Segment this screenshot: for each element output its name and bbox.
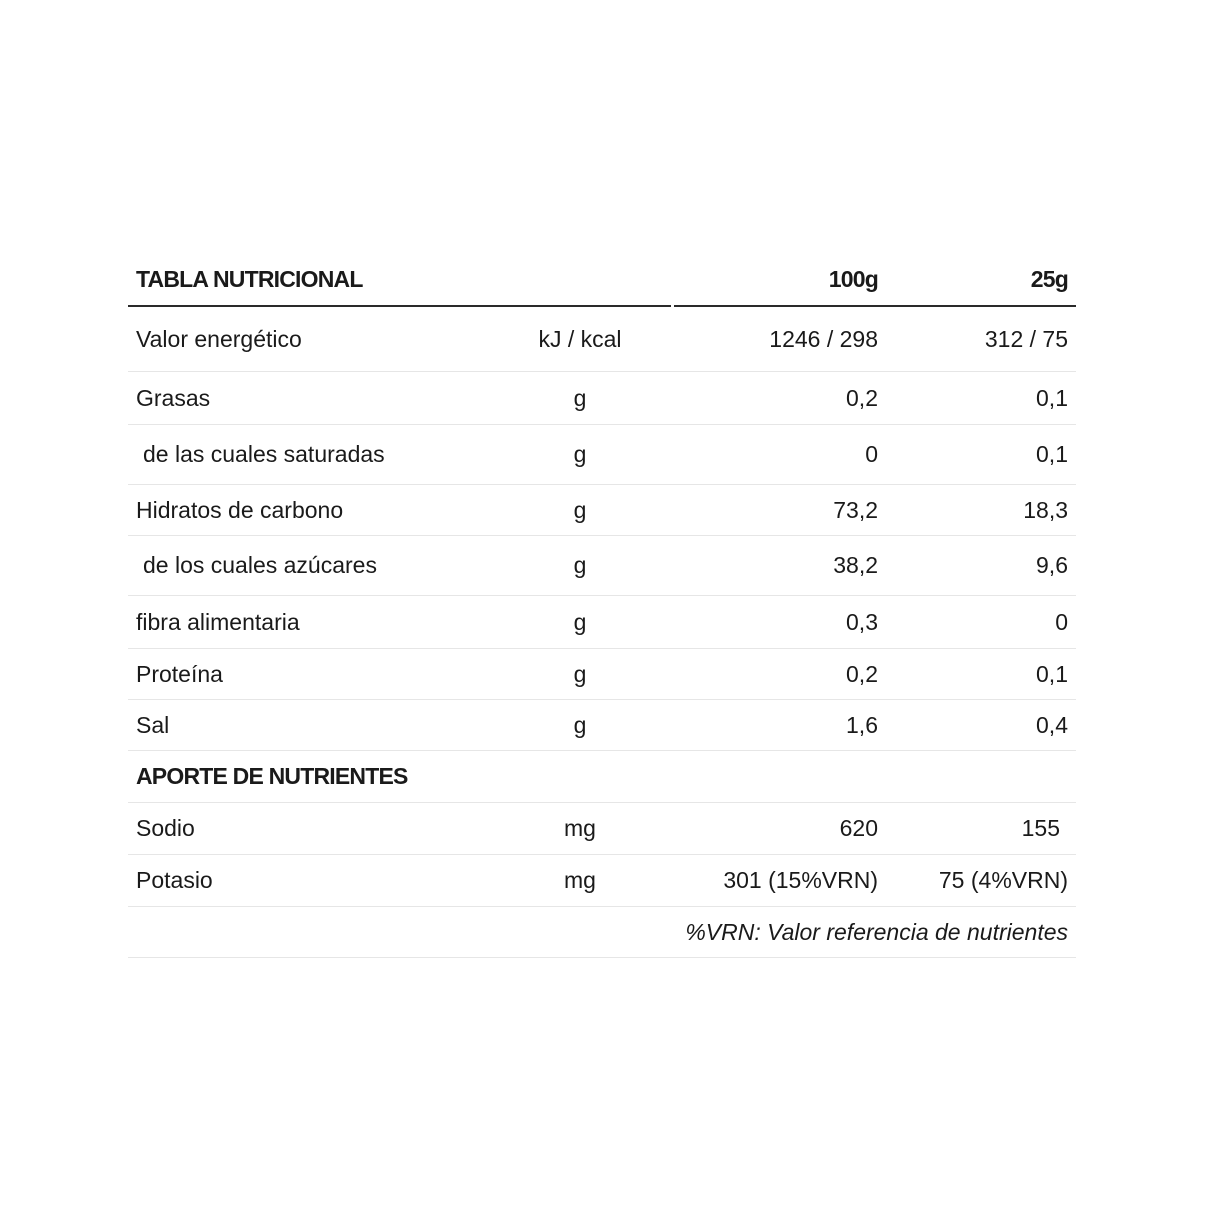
row-value-25g: 0,4 bbox=[1036, 711, 1068, 738]
table-title: TABLA NUTRICIONAL bbox=[136, 266, 363, 292]
row-value-100g: 620 bbox=[839, 815, 878, 841]
row-unit: g bbox=[573, 384, 587, 411]
row-unit: mg bbox=[564, 867, 596, 893]
row-unit: g bbox=[573, 441, 587, 467]
row-value-100g: 1246 / 298 bbox=[769, 325, 878, 352]
row-name: de las cuales saturadas bbox=[143, 441, 385, 467]
row-value-25g: 9,6 bbox=[1036, 552, 1068, 578]
row-name: Sodio bbox=[136, 815, 195, 841]
row-value-100g: 0,2 bbox=[846, 384, 878, 411]
table-row bbox=[128, 649, 1076, 700]
row-value-100g: 73,2 bbox=[833, 496, 878, 523]
table-row bbox=[128, 536, 1076, 596]
row-value-100g: 0,2 bbox=[846, 660, 878, 687]
row-unit: g bbox=[573, 608, 587, 635]
row-value-25g: 0 bbox=[1055, 608, 1068, 635]
table-row bbox=[128, 485, 1076, 536]
row-value-100g: 301 (15%VRN) bbox=[723, 867, 878, 893]
table-header bbox=[128, 255, 1076, 307]
row-value-100g: 0 bbox=[865, 441, 878, 467]
row-value-100g: 38,2 bbox=[833, 552, 878, 578]
table-row bbox=[128, 372, 1076, 425]
column-header-25g: 25g bbox=[1030, 266, 1068, 292]
table-row bbox=[128, 596, 1076, 649]
table-row bbox=[128, 855, 1076, 907]
row-name: Valor energético bbox=[136, 325, 302, 352]
row-value-25g: 75 (4%VRN) bbox=[938, 867, 1068, 893]
row-value-100g: 0,3 bbox=[846, 608, 878, 635]
row-name: Proteína bbox=[136, 660, 223, 687]
row-unit: g bbox=[573, 552, 587, 578]
row-name: Hidratos de carbono bbox=[136, 496, 344, 523]
row-value-100g: 1,6 bbox=[846, 711, 878, 738]
row-name: Grasas bbox=[136, 384, 211, 411]
row-value-25g: 312 / 75 bbox=[984, 325, 1068, 352]
section-title: APORTE DE NUTRIENTES bbox=[136, 763, 408, 789]
row-unit: mg bbox=[564, 815, 596, 841]
footnote-row bbox=[128, 907, 1076, 958]
row-value-25g: 18,3 bbox=[1023, 496, 1068, 523]
row-name: Sal bbox=[136, 711, 170, 738]
section-header-row bbox=[128, 751, 1076, 803]
row-unit: kJ / kcal bbox=[538, 325, 622, 352]
table-row bbox=[128, 425, 1076, 485]
row-unit: g bbox=[573, 496, 587, 523]
row-value-25g: 0,1 bbox=[1036, 441, 1068, 467]
row-unit: g bbox=[573, 711, 587, 738]
row-unit: g bbox=[573, 660, 587, 687]
table-row bbox=[128, 700, 1076, 751]
column-header-100g: 100g bbox=[828, 266, 878, 292]
row-name: de los cuales azúcares bbox=[143, 552, 377, 578]
row-value-25g: 0,1 bbox=[1036, 660, 1068, 687]
row-name: Potasio bbox=[136, 867, 213, 893]
nutrition-table bbox=[128, 255, 1076, 958]
table-row bbox=[128, 307, 1076, 372]
row-value-25g: 0,1 bbox=[1036, 384, 1068, 411]
row-name: fibra alimentaria bbox=[136, 608, 300, 635]
row-value-25g: 155 bbox=[1021, 815, 1060, 841]
footnote: %VRN: Valor referencia de nutrientes bbox=[685, 918, 1068, 945]
table-row bbox=[128, 803, 1076, 855]
